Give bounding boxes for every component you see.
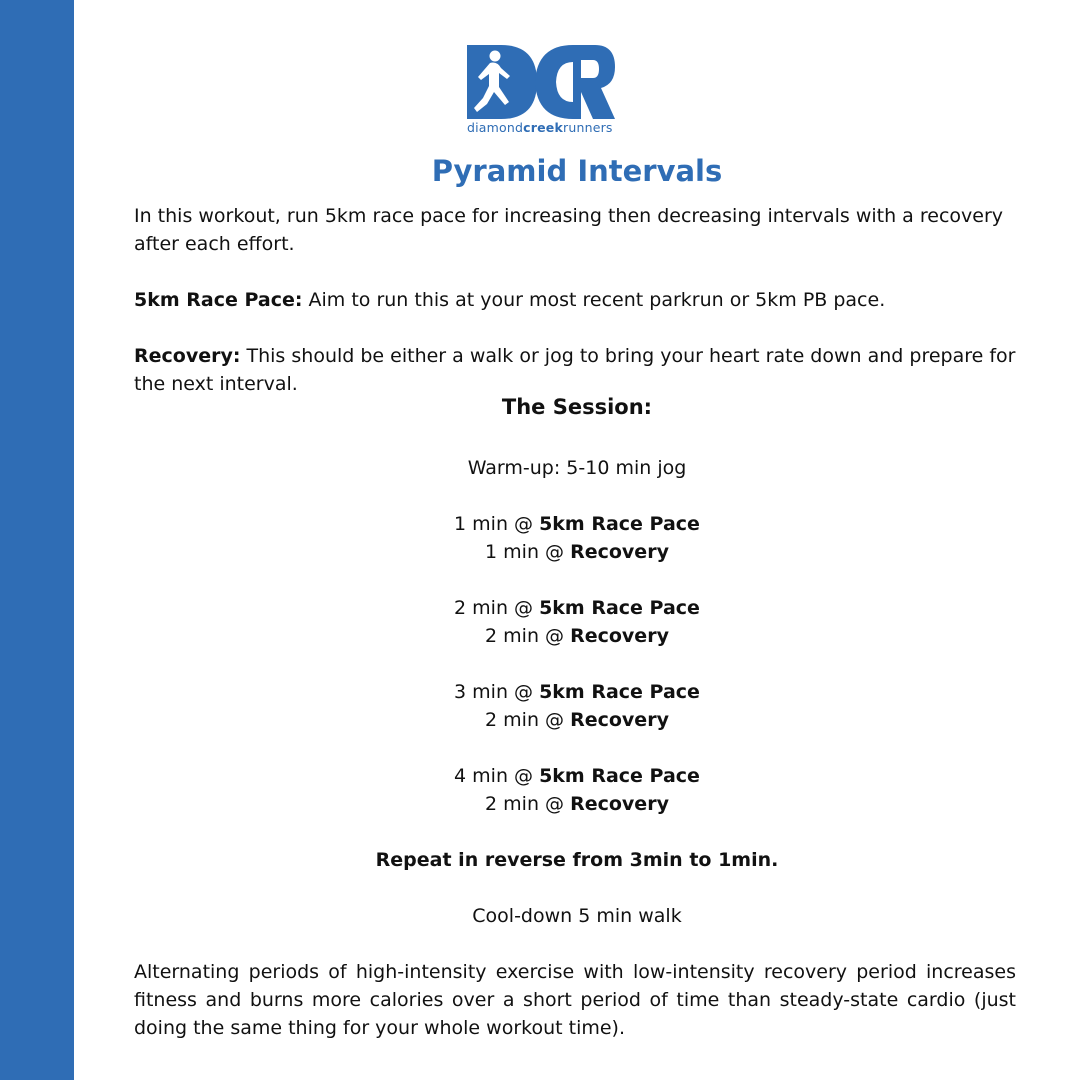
set-3-effort: 3 min @ 5km Race Pace [454, 681, 700, 703]
page-title: Pyramid Intervals [431, 154, 723, 188]
session-list [74, 454, 1080, 930]
session-heading: The Session: [501, 395, 653, 419]
intro-section [134, 202, 1016, 398]
cooldown-line: Cool-down 5 min walk [472, 905, 682, 927]
race-pace-term: 5km Race Pace: [134, 289, 303, 311]
club-logo [465, 42, 617, 152]
repeat-instruction: Repeat in reverse from 3min to 1min. [375, 849, 779, 871]
closing-paragraph: Alternating periods of high-intensity exercise with low-intensity recovery period increases fitness and burns more calories over a short period of time than steady-state cardio (just doing the same thing for your whole workout time). [134, 961, 1016, 1039]
set-4-recovery: 2 min @ Recovery [485, 793, 669, 815]
logo-tagline: diamondcreekrunners [467, 120, 613, 135]
side-accent-bar [0, 0, 74, 1080]
set-2-recovery: 2 min @ Recovery [485, 625, 669, 647]
set-4-effort: 4 min @ 5km Race Pace [454, 765, 700, 787]
recovery-term: Recovery: [134, 345, 241, 367]
dcr-logo-mark [465, 42, 617, 122]
set-1-effort: 1 min @ 5km Race Pace [454, 513, 700, 535]
recovery-definition: Recovery: This should be either a walk or jog to bring your heart rate down and prepare for the next interval. [134, 345, 1016, 395]
set-3-recovery: 2 min @ Recovery [485, 709, 669, 731]
set-1-recovery: 1 min @ Recovery [485, 541, 669, 563]
intro-paragraph: In this workout, run 5km race pace for increasing then decreasing intervals with a recovery after each effort. [134, 205, 1004, 255]
warmup-line: Warm-up: 5-10 min jog [467, 457, 687, 479]
set-2-effort: 2 min @ 5km Race Pace [454, 597, 700, 619]
race-pace-definition: 5km Race Pace: Aim to run this at your most recent parkrun or 5km PB pace. [134, 289, 886, 311]
